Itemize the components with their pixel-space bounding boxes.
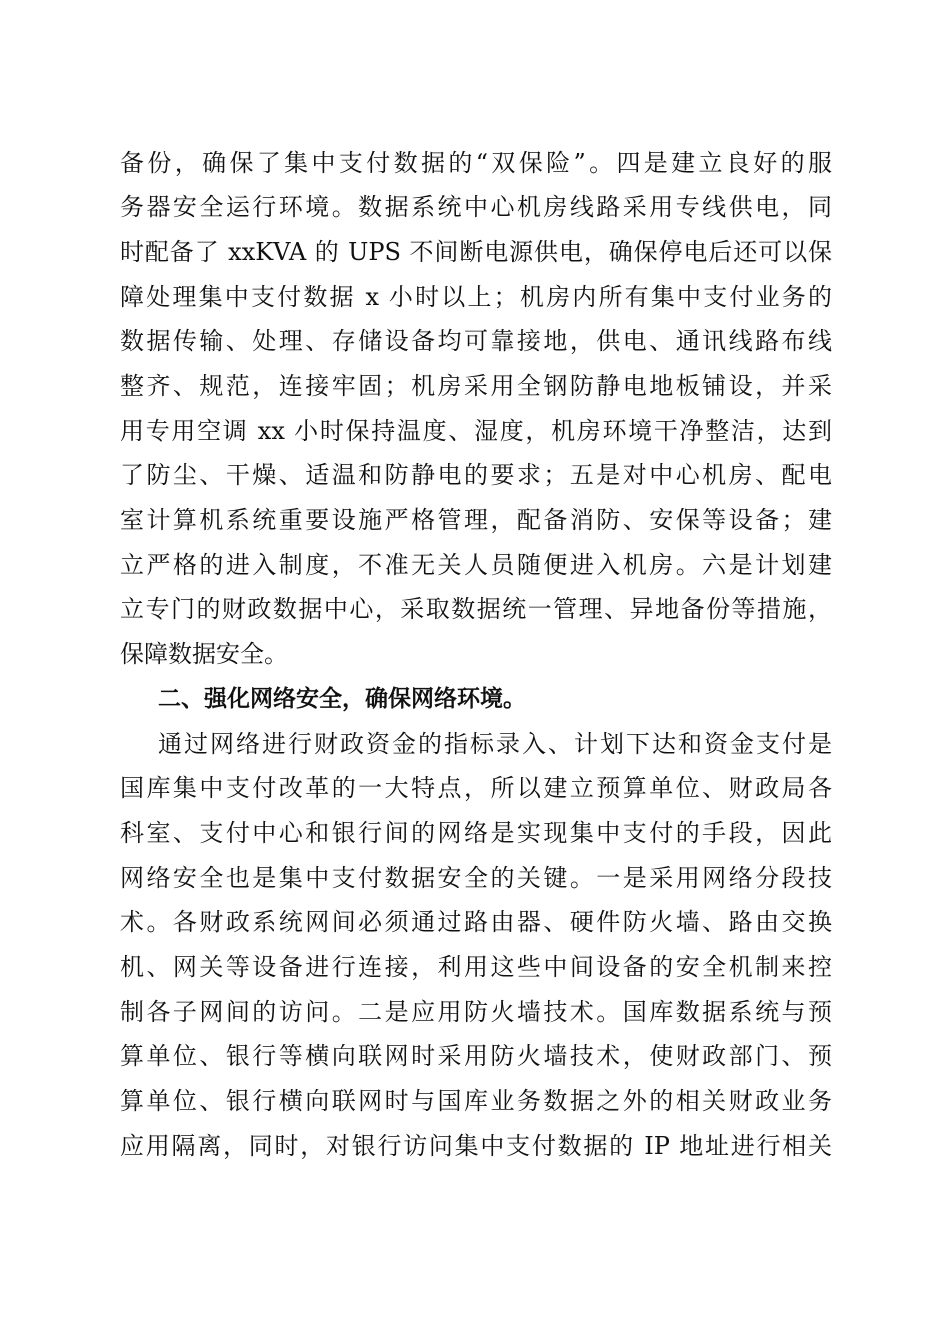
paragraph-line: 障处理集中支付数据 x 小时以上；机房内所有集中支付业务的 [120, 283, 832, 311]
paragraph-line: 务器安全运行环境。数据系统中心机房线路采用专线供电，同 [120, 193, 832, 221]
paragraph-line: 网络安全也是集中支付数据安全的关键。一是采用网络分段技 [120, 864, 832, 892]
paragraph-line: 制各子网间的访问。二是应用防火墙技术。国库数据系统与预 [120, 998, 832, 1026]
paragraph-line: 了防尘、干燥、适温和防静电的要求；五是对中心机房、配电 [120, 461, 832, 489]
paragraph-line: 保障数据安全。 [120, 640, 288, 668]
section-heading: 二、强化网络安全，确保网络环境。 [158, 686, 526, 712]
paragraph-line: 国库集中支付改革的一大特点，所以建立预算单位、财政局各 [120, 774, 832, 802]
paragraph-line: 立严格的进入制度，不准无关人员随便进入机房。六是计划建 [120, 551, 832, 579]
paragraph-line: 通过网络进行财政资金的指标录入、计划下达和资金支付是 [158, 730, 832, 758]
paragraph-line: 室计算机系统重要设施严格管理，配备消防、安保等设备；建 [120, 506, 832, 534]
paragraph-line: 备份，确保了集中支付数据的“双保险”。四是建立良好的服 [120, 149, 832, 177]
paragraph-line: 机、网关等设备进行连接，利用这些中间设备的安全机制来控 [120, 953, 832, 981]
paragraph-line: 应用隔离，同时，对银行访问集中支付数据的 IP 地址进行相关 [120, 1132, 832, 1160]
paragraph-line: 算单位、银行等横向联网时采用防火墙技术，使财政部门、预 [120, 1042, 832, 1070]
paragraph-line: 时配备了 xxKVA 的 UPS 不间断电源供电，确保停电后还可以保 [120, 238, 832, 266]
paragraph-line: 术。各财政系统网间必须通过路由器、硬件防火墙、路由交换 [120, 908, 832, 936]
paragraph-line: 科室、支付中心和银行间的网络是实现集中支付的手段，因此 [120, 819, 832, 847]
paragraph-line: 算单位、银行横向联网时与国库业务数据之外的相关财政业务 [120, 1087, 832, 1115]
paragraph-line: 用专用空调 xx 小时保持温度、湿度，机房环境干净整洁，达到 [120, 417, 832, 445]
paragraph-line: 立专门的财政数据中心，采取数据统一管理、异地备份等措施， [120, 595, 832, 623]
paragraph-line: 整齐、规范，连接牢固；机房采用全钢防静电地板铺设，并采 [120, 372, 832, 400]
paragraph-line: 数据传输、处理、存储设备均可靠接地，供电、通讯线路布线 [120, 327, 832, 355]
